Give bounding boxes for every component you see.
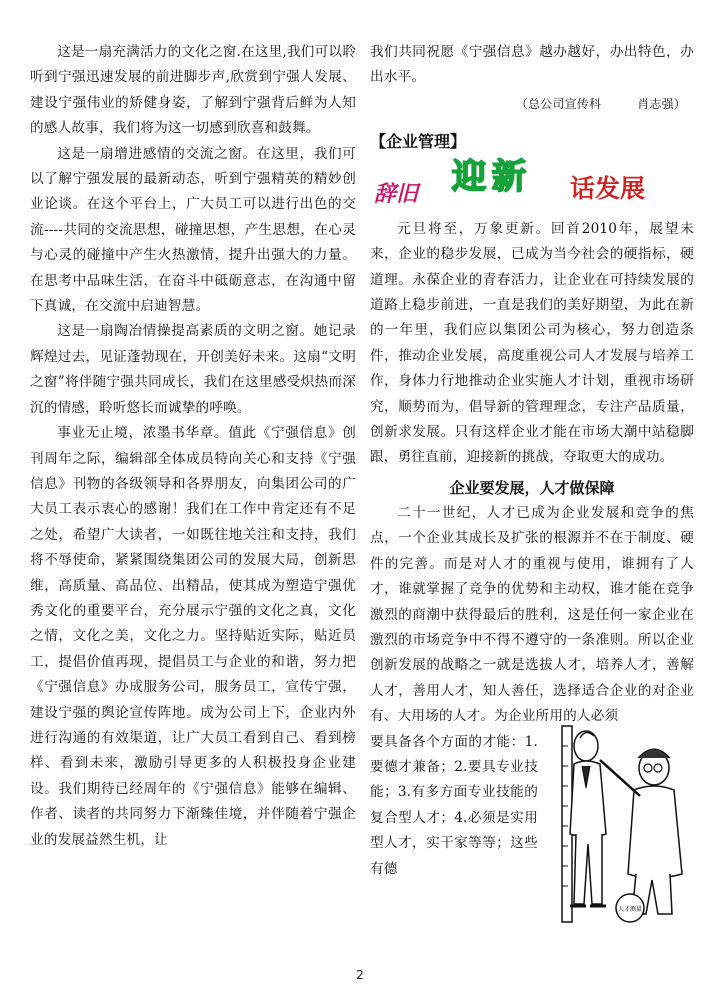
paragraph-anniversary: 事业无止境，浓墨书华章。值此《宁强信息》创刊周年之际，编辑部全体成员特向关心和支持《宁强信息》刊物的各级领导和各界朋友，向集团公司的广大员工表示衷心的感谢！我们在工作中肯定还有不足之处，希望广大读者，一如既往地关注和支持，我们将不辱使命，紧紧围绕集团公司的发展大局，创新思维，高质量、高品位、出精品，使其成为塑造宁强优秀文化的重要平台，充分展示宁强的文化之真，文化之情，文化之美，文化之力。坚持贴近实际，贴近员工，提倡价值再现，提倡员工与企业的和谐，努力把《宁强信息》办成服务公司，服务员工，宣传宁强，建设宁强的舆论宣传阵地。成为公司上下，企业内外进行沟通的有效渠道，让广大员工看到自己、看到榜样、看到未来，激励引导更多的人积极投身企业建设。我们期待已经周年的《宁强信息》能够在编辑、作者、读者的共同努力下渐臻佳境，并伴随着宁强企业的发展益然生机，让 — [30, 425, 356, 848]
left-column — [30, 40, 356, 853]
page-number: 2 — [356, 968, 364, 982]
banner-part-2: 迎新 — [452, 156, 532, 197]
banner-part-1: 辞旧 — [374, 181, 419, 207]
article-new-year: 元旦将至，万象更新。回首2010年，展望未来，企业的稳步发展，已成为当今社会的硬指标，硬道理。永葆企业的青春活力，让企业在可持续发展的道路上稳步前进，一直是我们的美好期望，为此在新的一年里，我们应以集团公司为核心，努力创造条件，推动企业发展，高度重视公司人才发展与培养工作，身体力行地推动企业实施人才计划，重视市场研究，顺势而为，倡导新的管理理念，专注产品质量，创新求发展。只有这样企业才能在市场大潮中站稳脚跟，勇往直前，迎接新的挑战，夺取更大的成功。 — [370, 220, 694, 466]
headline-banner — [370, 155, 694, 217]
paragraph-window-of-culture: 这是一扇充满活力的文化之窗.在这里,我们可以聆听到宁强迅速发展的前进脚步声,欣赏到宁强人发展、建设宁强伟业的矫健身姿，了解到宁强背后鲜为人知的感人故事，我们将为这一切感到欣喜和鼓舞。 — [30, 44, 356, 137]
paragraph-continuation: 我们共同祝愿《宁强信息》越办越好，办出特色，办出水平。 — [370, 44, 694, 86]
article-subheading: 企业要发展，人才做保障 — [449, 478, 615, 497]
signature — [370, 93, 694, 115]
signature-department: （总公司宣传科 — [515, 96, 602, 111]
banner-part-3: 话发展 — [570, 173, 646, 203]
paragraph-window-of-civilization: 这是一扇陶冶情操提高素质的文明之窗。她记录辉煌过去，见证蓬勃现在，开创美好未来。这扇“文明之窗”将伴随宁强共同成长，我们在这里感受炽热而深沉的情感，聆听悠长而诚挚的呼唤。 — [30, 323, 356, 416]
article-talent: 二十一世纪，人才已成为企业发展和竞争的焦点，一个企业其成长及扩张的根源并不在于制度、硬件的完善。而是对人才的重视与使用，谁拥有了人才，谁就掌握了竞争的优势和主动权，谁才能在竞争激烈的商潮中获得最后的胜利，这是任何一家企业在激烈的市场竞争中不得不遵守的一条准则。所以企业创新发展的战略之一就是选拔人才，培养人才，善解人才，善用人才，知人善任，选择适合企业的对企业有、大用场的人才。为企业所用的人必须 — [370, 504, 694, 725]
requirements-block — [370, 730, 694, 913]
cartoon-illustration — [536, 716, 696, 930]
signature-name: 肖志强） — [637, 96, 686, 111]
requirements-text: 要具备各个方面的才能：1.要德才兼备；2.要具专业技能；3.有多方面专业技能的复合型人才；4.必须是实用型人才，实干家等等；这些有德 — [370, 733, 538, 877]
right-column — [370, 40, 694, 913]
section-heading: 【企业管理】 — [370, 131, 467, 151]
paragraph-window-of-exchange: 这是一扇增进感情的交流之窗。在这里，我们可以了解宁强发展的最新动态，听到宁强精英的精妙创业论谈。在这个平台上，广大员工可以进行出色的交流----共同的交流思想，碰撞思想，产生思想，在心灵与心灵的碰撞中产生火热激情，提升出强大的力量。在思考中品味生活，在奋斗中砥砺意志，在沟通中留下真诚，在交流中启迪智慧。 — [30, 145, 356, 315]
cartoon-sign-text: 人才测量 — [617, 905, 643, 913]
